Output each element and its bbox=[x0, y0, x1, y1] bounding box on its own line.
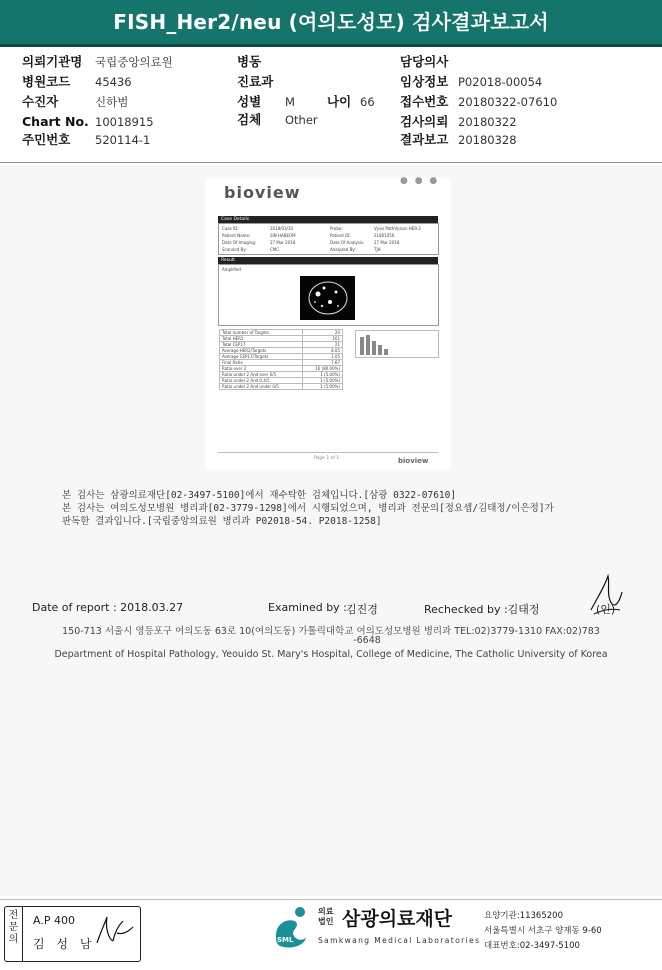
bioview-small-logo: bioview bbox=[398, 457, 429, 465]
dept-label: 진료과 bbox=[237, 74, 274, 89]
signature-mark bbox=[586, 570, 626, 620]
stats-value-cell: 20 bbox=[303, 330, 343, 336]
stats-label-cell: Total number of Targets bbox=[220, 330, 303, 336]
stats-label-cell: Total CEP17 bbox=[220, 342, 303, 348]
pathologist-stamp bbox=[4, 906, 141, 962]
org-address: 서울특별시 서초구 양재동 9-60 bbox=[484, 926, 602, 936]
stats-label-cell: Ratio under 2 And over 0/5 bbox=[220, 372, 303, 378]
rrn-label: 주민번호 bbox=[22, 132, 71, 147]
embedded-page-number: Page 1 of 1 bbox=[314, 456, 340, 461]
exam-label: 검체 bbox=[237, 112, 262, 127]
stats-value-cell: 1.05 bbox=[303, 354, 343, 360]
chart-value: 10018915 bbox=[95, 115, 154, 129]
req-label: 검사의뢰 bbox=[400, 114, 449, 129]
note-line-2: 본 검사는 여의도성모병원 병리과[02-3779-1298]에서 시행되었으며, 병리과 전문의[정요셉/김태정/이은정]가 bbox=[62, 503, 554, 514]
stats-label-cell: Average HER2/Targets bbox=[220, 348, 303, 354]
stats-value-cell: 7.67 bbox=[303, 360, 343, 366]
report-date-value: 20180328 bbox=[458, 133, 517, 147]
req-value: 20180322 bbox=[458, 115, 517, 129]
stamp-license: A.P 400 bbox=[33, 914, 75, 927]
patient-label: 수진자 bbox=[22, 94, 59, 109]
department-line: Department of Hospital Pathology, Yeouido St. Mary's Hospital, College of Medicine, The Catholic University of Korea bbox=[54, 649, 608, 660]
stats-label-cell: Ratio over 2 bbox=[220, 366, 303, 372]
clinic-label: 임상정보 bbox=[400, 74, 449, 89]
org-english: Samkwang Medical Laboratories bbox=[318, 936, 481, 945]
report-date-label: 결과보고 bbox=[400, 132, 449, 147]
recv-value: 20180322-07610 bbox=[458, 95, 558, 109]
stamp-name: 김 성 남 bbox=[33, 937, 96, 951]
doctor-label: 담당의사 bbox=[400, 54, 449, 69]
clinic-value: P02018-00054 bbox=[458, 75, 543, 89]
report-title: FISH_Her2/neu (여의도성모) 검사결과보고서 bbox=[0, 0, 662, 47]
sml-logo-icon bbox=[270, 906, 312, 950]
info-divider bbox=[0, 162, 662, 163]
stats-value-cell: 16 (80.00%) bbox=[303, 366, 343, 372]
org-code: 요양기관:11365200 bbox=[484, 911, 563, 921]
stats-label-cell: Average CEP17/Targets bbox=[220, 354, 303, 360]
inst-value: 국립중앙의료원 bbox=[95, 55, 173, 69]
stats-value-cell: 1 (5.00%) bbox=[303, 378, 343, 384]
address-line-2: -6648 bbox=[353, 635, 381, 646]
report-date: Date of report : 2018.03.27 bbox=[32, 601, 184, 614]
bioview-logo: bioview bbox=[224, 183, 301, 202]
chart-label: Chart No. bbox=[22, 114, 89, 129]
stats-label-cell: Ratio under 2 And under 0/5 bbox=[220, 384, 303, 390]
case-details-header: Case Details bbox=[218, 216, 438, 223]
stats-value-cell: 161 bbox=[303, 336, 343, 342]
address-line-1: 150-713 서울시 영등포구 여의도동 63로 10(여의도동) 가톨릭대학교 여의도성모병원 병리과 TEL:02)3779-1310 FAX:02)783 bbox=[62, 626, 600, 637]
recv-label: 접수번호 bbox=[400, 94, 449, 109]
rechecked-label: Rechecked by :김태정 bbox=[424, 603, 540, 616]
result-text: Amplified bbox=[222, 267, 241, 272]
result-header: Result bbox=[218, 257, 438, 264]
fish-cell-image bbox=[300, 276, 355, 320]
stats-value-cell: 21 bbox=[303, 342, 343, 348]
org-phone: 대표번호:02-3497-5100 bbox=[484, 941, 580, 951]
footer-divider bbox=[0, 899, 662, 900]
age-value: 66 bbox=[360, 95, 375, 109]
seal-mark: (인) bbox=[596, 603, 616, 616]
patient-info-section bbox=[0, 50, 662, 160]
sex-label: 성별 bbox=[237, 94, 262, 109]
stats-row bbox=[220, 384, 343, 390]
inst-label: 의뢰기관명 bbox=[22, 54, 83, 69]
stats-value-cell: 8.05 bbox=[303, 348, 343, 354]
stats-label-cell: Total HER2 bbox=[220, 336, 303, 342]
code-value: 45436 bbox=[95, 75, 132, 89]
age-label: 나이 bbox=[327, 94, 352, 109]
note-line-3: 판독한 결과입니다.[국립중앙의료원 병리과 P02018-54. P2018-1258] bbox=[62, 516, 382, 527]
stats-value-cell: 1 (5.00%) bbox=[303, 384, 343, 390]
stamp-side-text: 전문의 bbox=[5, 907, 23, 961]
examined-label: Examined by : bbox=[268, 601, 347, 614]
ward-label: 병동 bbox=[237, 54, 262, 69]
stamp-signature bbox=[93, 913, 137, 953]
stats-label-cell: Final Ratio bbox=[220, 360, 303, 366]
dots-decoration: ● ● ● bbox=[400, 176, 440, 186]
embedded-page-divider bbox=[218, 452, 438, 453]
case-details-box: Case ID: 2018/03/10 Probe: Vysis PathVysion HER-2 Patient Name: SIN HABEOM Patient ID: 21801056 Date Of Imaging: 27 Mar 2018 Date Of Analysis: 27 Mar 2018 Scanned By: CMC Analyzed By: TJH bbox=[218, 223, 439, 255]
org-name: 삼광의료재단 bbox=[342, 908, 453, 930]
svg-text:SML: SML bbox=[277, 936, 294, 944]
sex-value: M bbox=[285, 95, 295, 109]
examined-name: 김진경 bbox=[346, 603, 378, 616]
org-prefix: 의료법인 bbox=[318, 907, 334, 926]
fish-histogram bbox=[355, 330, 439, 358]
note-line-1: 본 검사는 삼광의료재단[02-3497-5100]에서 재수탁한 검체입니다.[삼광 0322-07610] bbox=[62, 490, 457, 501]
exam-value: Other bbox=[285, 113, 318, 127]
code-label: 병원코드 bbox=[22, 74, 71, 89]
stats-value-cell: 1 (5.00%) bbox=[303, 372, 343, 378]
patient-value: 신하범 bbox=[95, 95, 129, 109]
stats-label-cell: Ratio under 2 And 0.4/5 bbox=[220, 378, 303, 384]
fish-stats-table bbox=[219, 329, 343, 390]
rrn-value: 520114-1 bbox=[95, 133, 151, 147]
